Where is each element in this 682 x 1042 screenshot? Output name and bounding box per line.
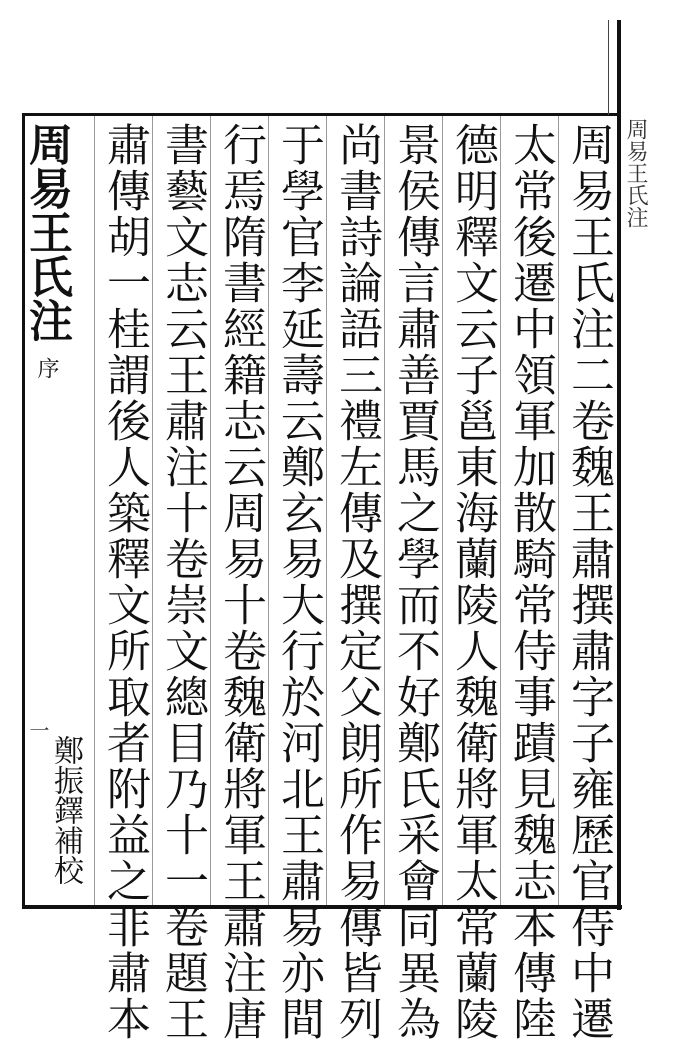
page-edge-label: 周易王氏注 [623, 118, 648, 228]
text-column-6: 于學官李延壽云鄭玄易大行於河北王肅易亦間 [273, 122, 324, 1042]
proofreader-credit: 鄭振鐸補校 [48, 735, 83, 885]
text-column-8: 書藝文志云王肅注十卷崇文總目乃十一卷題王 [157, 122, 208, 1042]
frame-right-rule [617, 20, 621, 910]
text-column-7: 行焉隋書經籍志云周易十卷魏衛將軍王肅注唐 [215, 122, 266, 1042]
column-rule [94, 116, 95, 905]
column-rule [384, 116, 385, 905]
book-title: 周易王氏注 [21, 122, 72, 342]
preface-mark: 序 [34, 357, 59, 380]
text-column-3: 德明釋文云子邕東海蘭陵人魏衛將軍太常蘭陵 [447, 122, 498, 1042]
book-title-heading [21, 122, 72, 380]
column-rule [152, 116, 153, 905]
text-column-2: 太常後遷中領軍加散騎常侍事蹟見魏志本傳陸 [505, 122, 556, 1042]
column-rule [558, 116, 559, 905]
edge-rule [608, 20, 609, 115]
text-column-5: 尚書詩論語三禮左傳及撰定父朗所作易傳皆列 [331, 122, 382, 1042]
text-column-4: 景侯傳言肅善賈馬之學而不好鄭氏采會同異為 [389, 122, 440, 1042]
frame-top-rule [24, 113, 620, 116]
text-column-9: 肅傳胡一桂謂後人築釋文所取者附益之非肅本 [99, 122, 150, 1042]
column-rule [268, 116, 269, 905]
column-rule [500, 116, 501, 905]
page-number: 一 [26, 720, 50, 740]
text-column-1: 周易王氏注二卷魏王肅撰肅字子雍歷官侍中遷 [563, 122, 614, 1042]
column-rule [210, 116, 211, 905]
column-rule [326, 116, 327, 905]
column-rule [442, 116, 443, 905]
